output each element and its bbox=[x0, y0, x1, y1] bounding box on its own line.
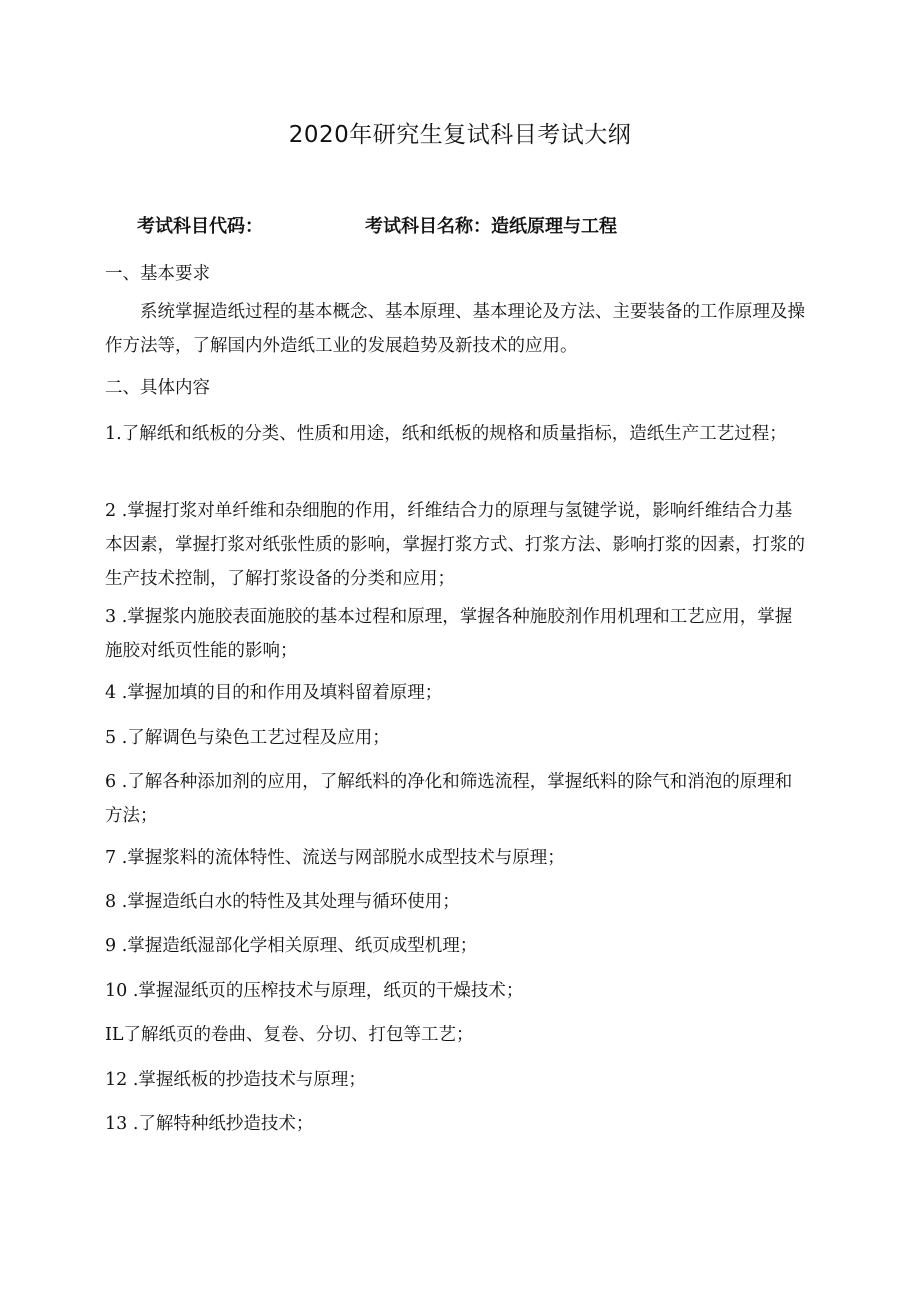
list-item: 3 .掌握浆内施胶表面施胶的基本过程和原理，掌握各种施胶剂作用机理和工艺应用，掌握施胶对纸页性能的影响； bbox=[105, 607, 793, 661]
list-item: 6 .了解各种添加剂的应用，了解纸料的净化和筛选流程，掌握纸料的除气和消泡的原理和方法； bbox=[105, 772, 793, 826]
subject-name-label: 考试科目名称：造纸原理与工程 bbox=[365, 216, 617, 237]
list-item: 12 .掌握纸板的抄造技术与原理； bbox=[105, 1070, 366, 1090]
list-item: 1.了解纸和纸板的分类、性质和用途，纸和纸板的规格和质量指标，造纸生产工艺过程； bbox=[105, 424, 787, 444]
list-item: 7 .掌握浆料的流体特性、流送与网部脱水成型技术与原理； bbox=[105, 848, 565, 868]
basic-requirements-paragraph: 系统掌握造纸过程的基本概念、基本原理、基本理论及方法、主要装备的工作原理及操作方法等，了解国内外造纸工业的发展趋势及新技术的应用。 bbox=[105, 302, 805, 356]
document-title: 2020年研究生复试科目考试大纲 bbox=[288, 122, 632, 148]
section-heading-basic-requirements: 一、基本要求 bbox=[105, 264, 210, 284]
list-item: 13 .了解特种纸抄造技术； bbox=[105, 1114, 314, 1134]
list-item: 2 .掌握打浆对单纤维和杂细胞的作用，纤维结合力的原理与氢键学说，影响纤维结合力基本因素，掌握打浆对纸张性质的影响，掌握打浆方式、打浆方法、影响打浆的因素，打浆的生产技术控制，了解打浆设备的分类和应用； bbox=[105, 501, 805, 589]
list-item: IL了解纸页的卷曲、复卷、分切、打包等工艺； bbox=[105, 1025, 474, 1045]
list-item: 8 .掌握造纸白水的特性及其处理与循环使用； bbox=[105, 892, 460, 912]
section-heading-specific-content: 二、具体内容 bbox=[105, 378, 210, 398]
list-item: 10 .掌握湿纸页的压榨技术与原理，纸页的干燥技术； bbox=[105, 981, 524, 1001]
subject-code-label: 考试科目代码： bbox=[137, 216, 263, 237]
list-item: 5 .了解调色与染色工艺过程及应用； bbox=[105, 728, 390, 748]
list-item: 4 .掌握加填的目的和作用及填料留着原理； bbox=[105, 683, 443, 703]
list-item: 9 .掌握造纸湿部化学相关原理、纸页成型机理； bbox=[105, 936, 478, 956]
